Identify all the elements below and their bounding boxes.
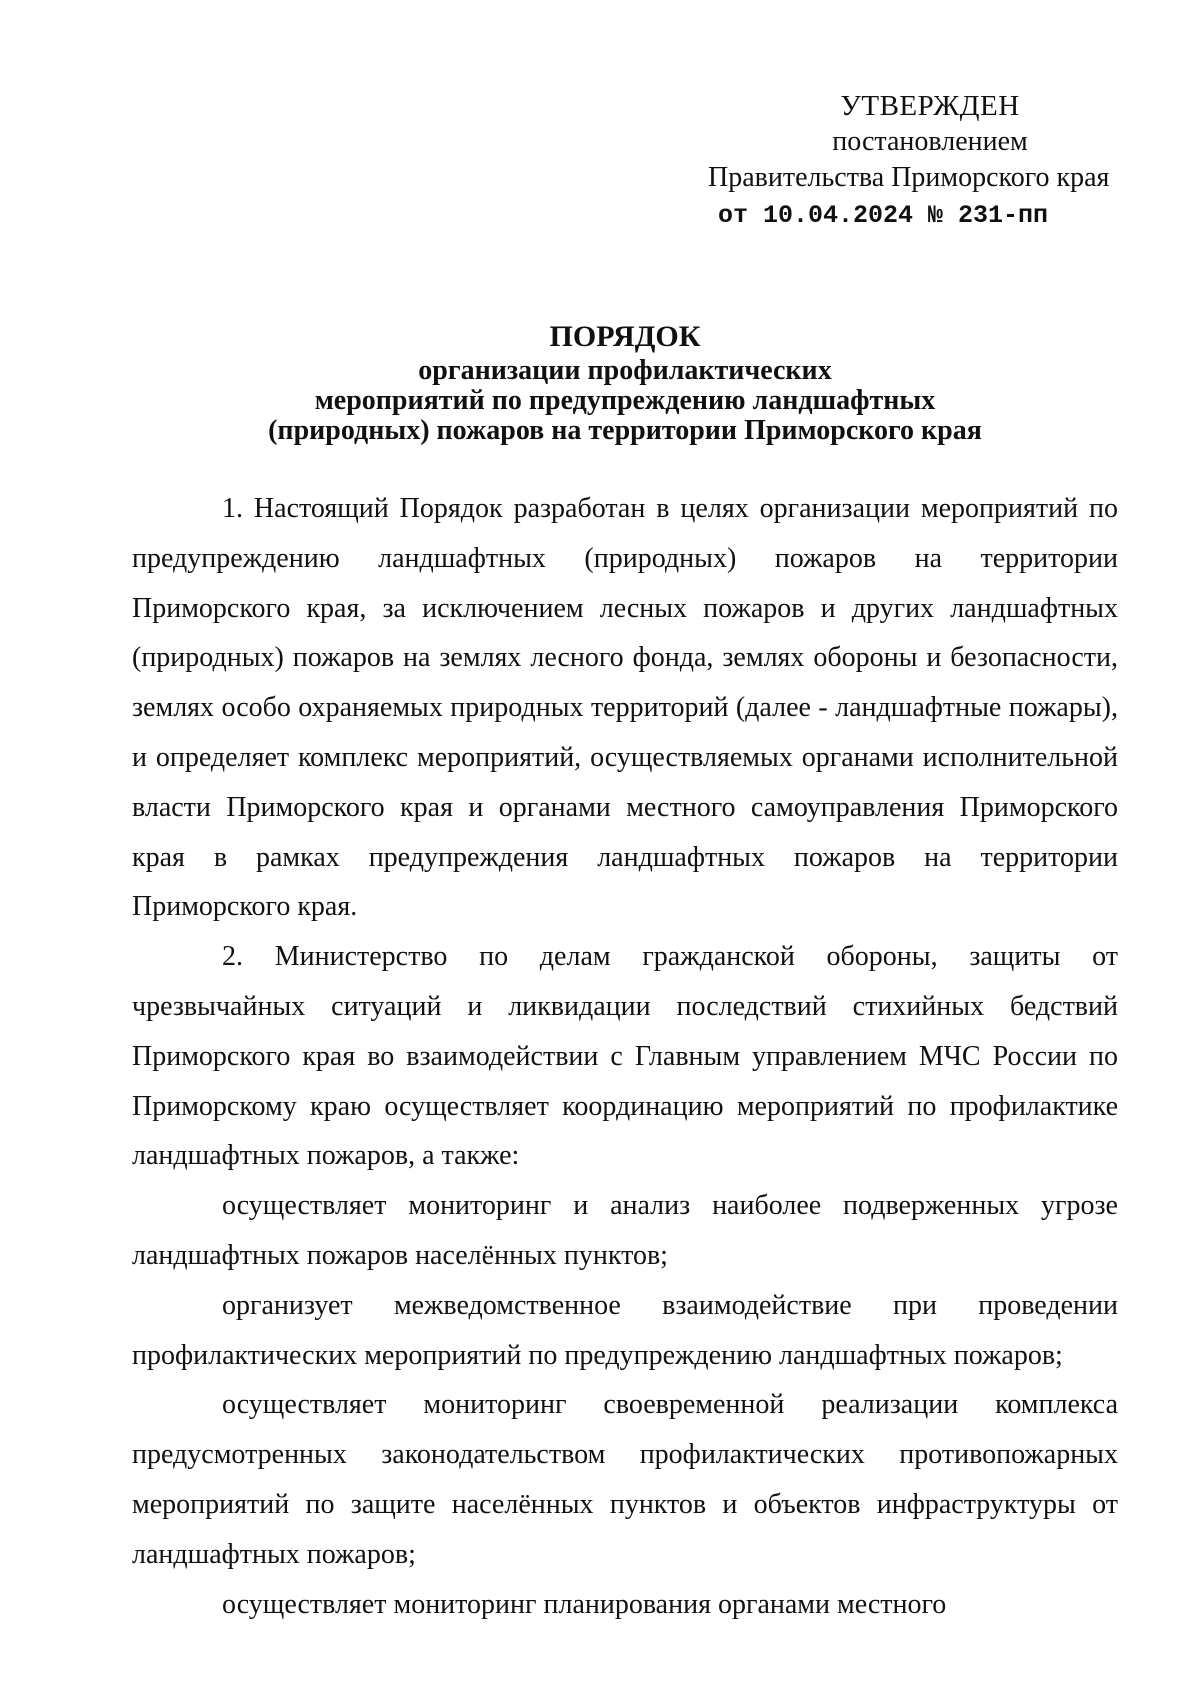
paragraph-2: 2. Министерство по делам гражданской обороны, защиты от чрезвычайных ситуаций и ликвидации последствий стихийных бедствий Приморского края во взаимодействии с Главным управлением МЧС России по Приморскому краю осуществляет координацию мероприятий по профилактике ландшафтных пожаров, а также:	[132, 941, 1118, 1172]
government-label: Правительства Приморского края	[708, 162, 1110, 193]
paragraph-3: осуществляет мониторинг и анализ наиболее подверженных угрозе ландшафтных пожаров населённых пунктов;	[132, 1190, 1118, 1271]
document-title-block	[150, 322, 1100, 446]
decree-date-number: от 10.04.2024 № 231-пп	[718, 201, 1049, 230]
approved-label: УТВЕРЖДЕН	[840, 90, 1020, 122]
document-subtitle-line-2: мероприятий по предупреждению ландшафтных	[314, 385, 936, 416]
document-title: ПОРЯДОК	[549, 320, 701, 353]
document-subtitle-line-1: организации профилактических	[418, 355, 832, 386]
paragraph-1: 1. Настоящий Порядок разработан в целях организации мероприятий по предупреждению ландшафтных (природных) пожаров на территории Приморского края, за исключением лесных пожаров и других ландшафтных (природных) пожаров на землях лесного фонда, землях обороны и безопасности, землях особо охраняемых природных территорий (далее - ландшафтные пожары), и определяет комплекс мероприятий, осуществляемых органами исполнительной власти Приморского края и органами местного самоуправления Приморского края в рамках предупреждения ландшафтных пожаров на территории Приморского края.	[132, 493, 1118, 923]
document-body	[132, 484, 1118, 1629]
paragraph-6: осуществляет мониторинг планирования органами местного	[222, 1588, 947, 1620]
approval-stamp-block	[700, 88, 1120, 234]
paragraph-5: осуществляет мониторинг своевременной реализации комплекса предусмотренных законодательством профилактических противопожарных мероприятий по защите населённых пунктов и объектов инфраструктуры от ландшафтных пожаров;	[132, 1389, 1118, 1570]
document-subtitle-line-3: (природных) пожаров на территории Приморского края	[268, 415, 982, 446]
paragraph-4: организует межведомственное взаимодействие при проведении профилактических мероприятий по предупреждению ландшафтных пожаров;	[132, 1289, 1118, 1371]
decree-label: постановлением	[832, 126, 1028, 157]
